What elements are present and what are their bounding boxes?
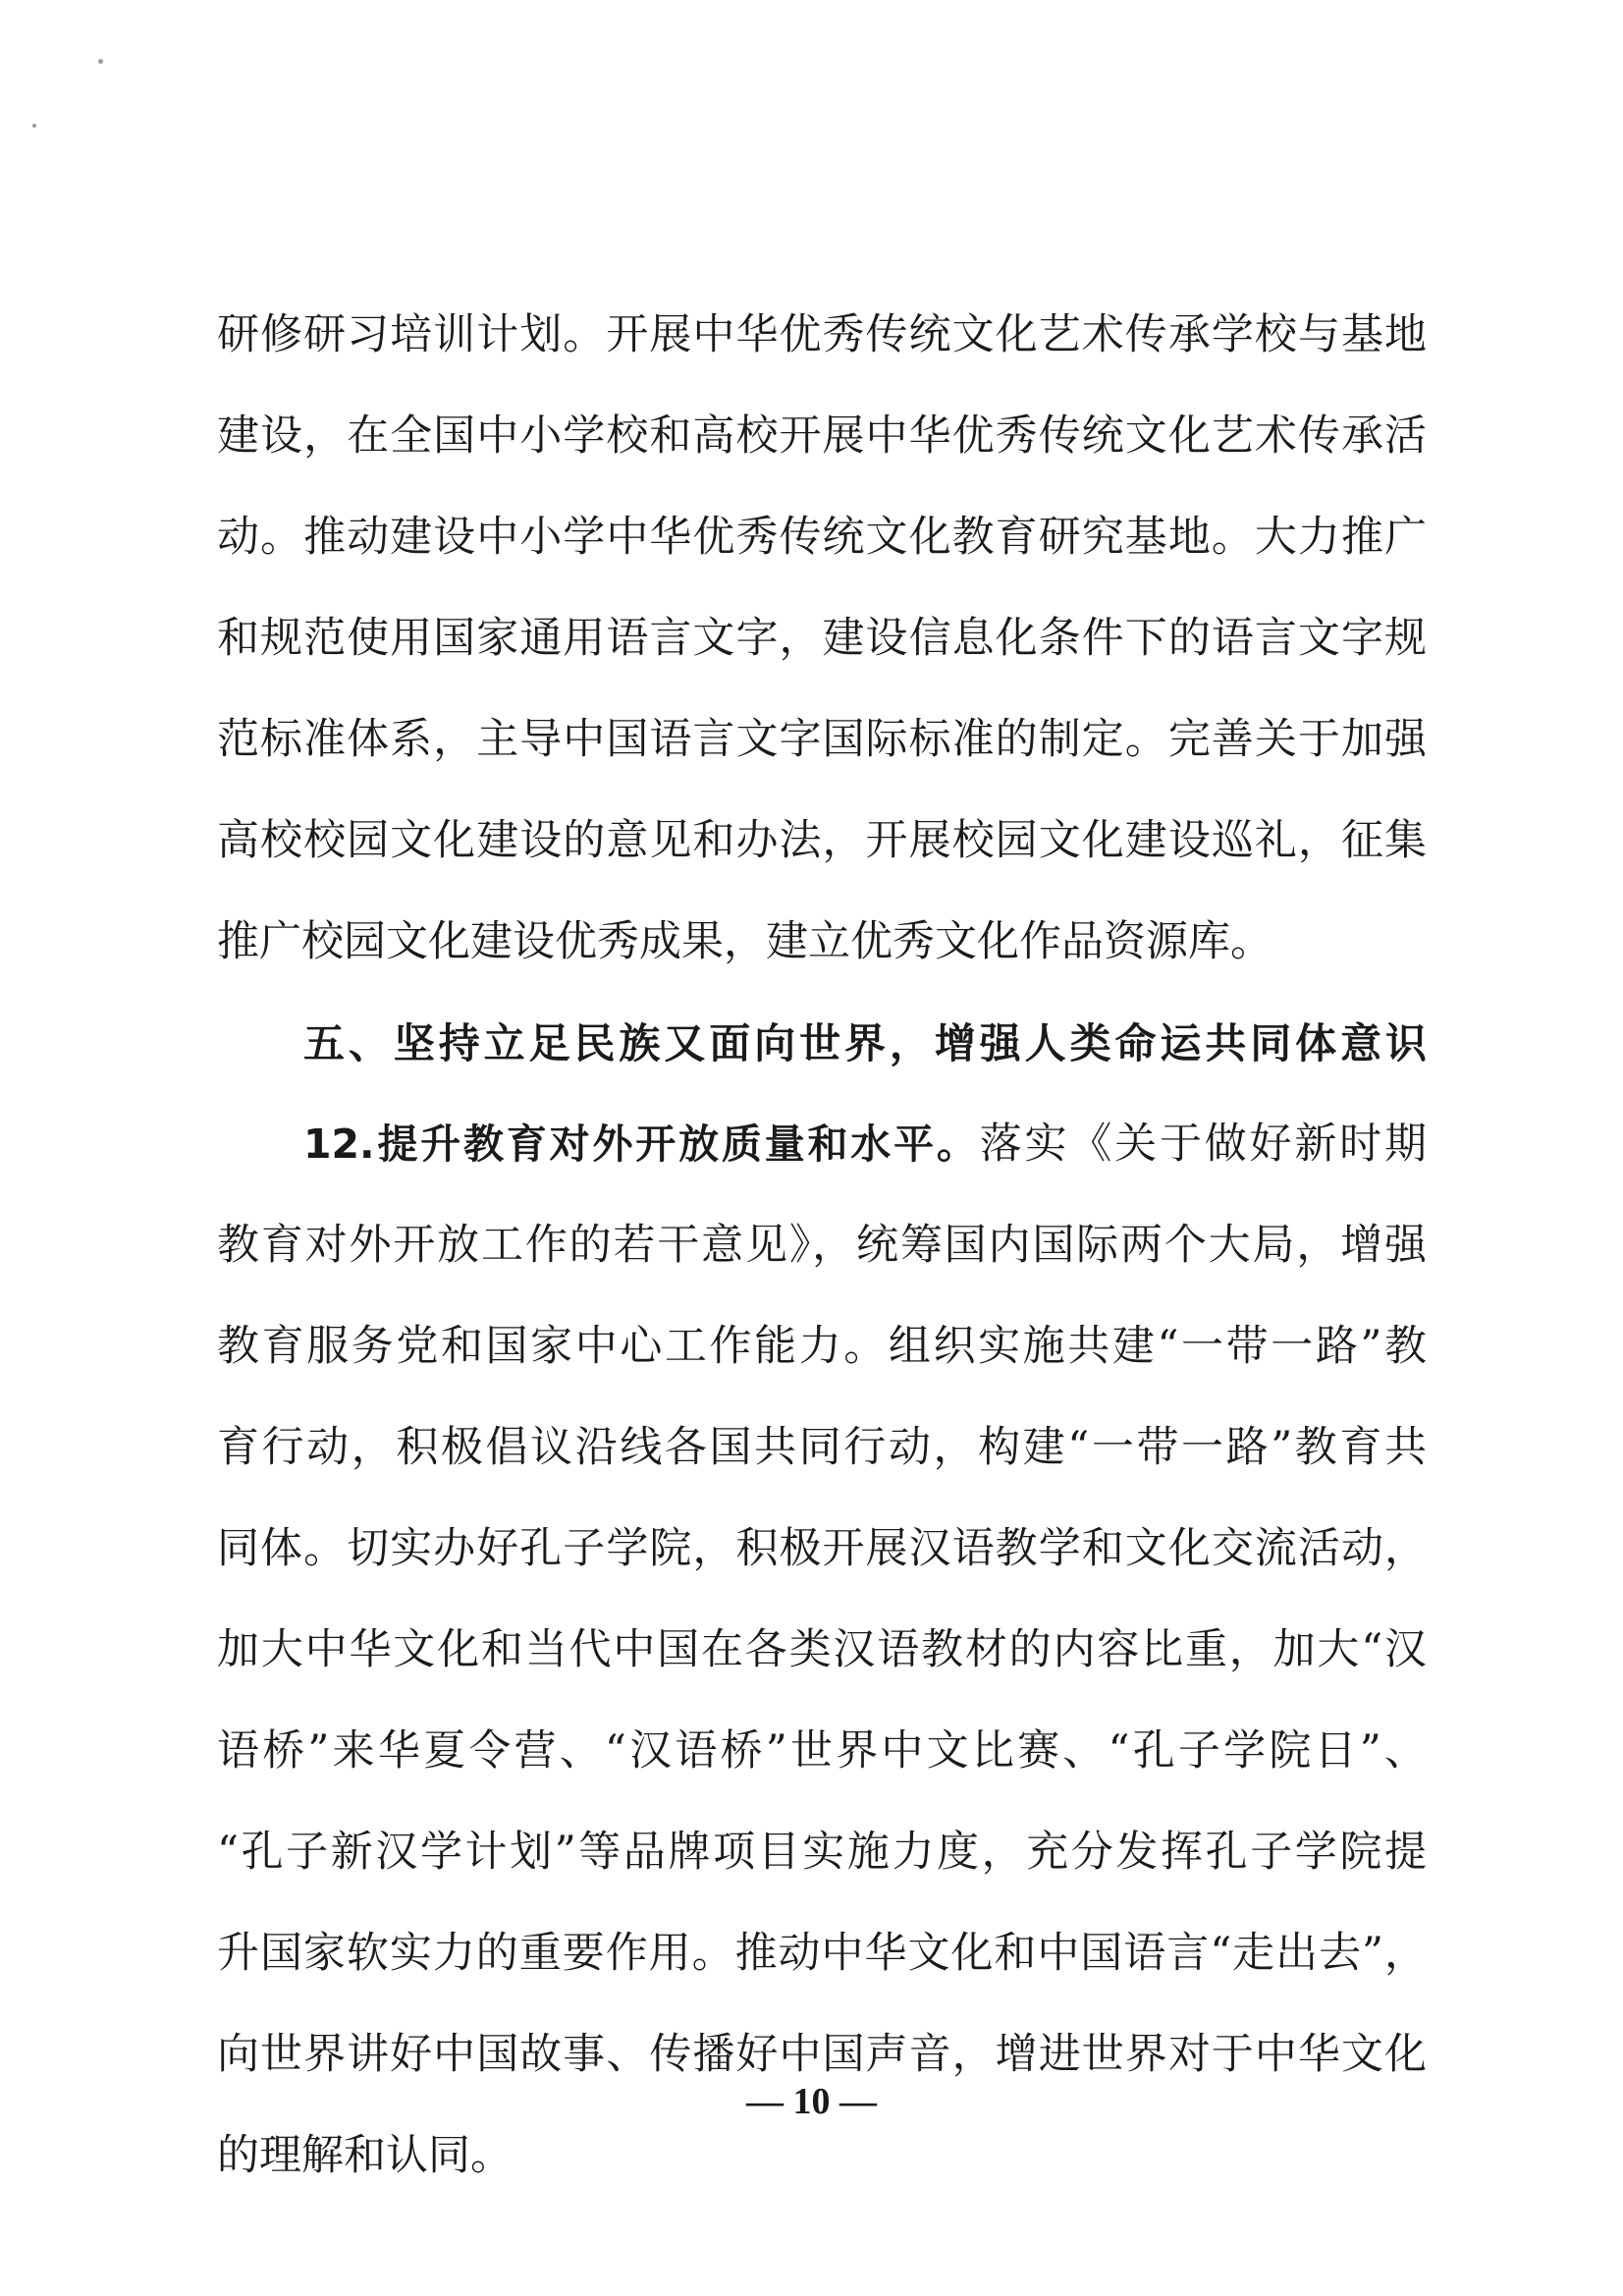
continued-paragraph — [217, 285, 1427, 993]
scan-speck — [98, 59, 103, 64]
paragraph-line: 语桥”来华夏令营、“汉语桥”世界中文比赛、“孔子学院日”、 — [217, 1726, 1427, 1776]
paragraph-line: “孔子新汉学计划”等品牌项目实施力度，充分发挥孔子学院提 — [217, 1828, 1427, 1877]
scan-speck — [32, 124, 36, 128]
paragraph-line: 建设，在全国中小学校和高校开展中华优秀传统文化艺术传承活 — [217, 411, 1427, 461]
paragraph-line: 推广校园文化建设优秀成果，建立优秀文化作品资源库。 — [217, 917, 1272, 966]
paragraph-line: 高校校园文化建设的意见和办法，开展校园文化建设巡礼，征集 — [217, 816, 1427, 865]
item-12-paragraph — [217, 1094, 1427, 2207]
document-body — [217, 285, 1427, 2207]
section-heading: 五、坚持立足民族又面向世界，增强人类命运共同体意识 — [303, 1019, 1427, 1067]
paragraph-line: 和规范使用国家通用语言文字，建设信息化条件下的语言文字规 — [217, 614, 1427, 663]
paragraph-line: 育行动，积极倡议沿线各国共同行动，构建“一带一路”教育共 — [217, 1423, 1427, 1472]
paragraph-line: 范标准体系，主导中国语言文字国际标准的制定。完善关于加强 — [217, 715, 1427, 764]
item-12-first-line-text: 落实《关于做好新时期 — [979, 1120, 1427, 1169]
paragraph-line: 教育服务党和国家中心工作能力。组织实施共建“一带一路”教 — [217, 1322, 1427, 1371]
item-12-title: 12.提升教育对外开放质量和水平。 — [303, 1121, 980, 1168]
item-12-first-line — [217, 1094, 1427, 1195]
paragraph-line: 动。推动建设中小学中华优秀传统文化教育研究基地。大力推广 — [217, 513, 1427, 562]
paragraph-line: 的理解和认同。 — [217, 2131, 513, 2180]
paragraph-line: 加大中华文化和当代中国在各类汉语教材的内容比重，加大“汉 — [217, 1625, 1427, 1674]
page-number: — 10 — — [746, 2081, 877, 2122]
paragraph-line: 研修研习培训计划。开展中华优秀传统文化艺术传承学校与基地 — [217, 310, 1427, 359]
paragraph-line: 向世界讲好中国故事、传播好中国声音，增进世界对于中华文化 — [217, 2030, 1427, 2079]
paragraph-line: 教育对外开放工作的若干意见》，统筹国内国际两个大局，增强 — [217, 1221, 1427, 1270]
paragraph-line: 升国家软实力的重要作用。推动中华文化和中国语言“走出去”， — [217, 1929, 1427, 1978]
paragraph-line: 同体。切实办好孔子学院，积极开展汉语教学和文化交流活动， — [217, 1524, 1427, 1573]
